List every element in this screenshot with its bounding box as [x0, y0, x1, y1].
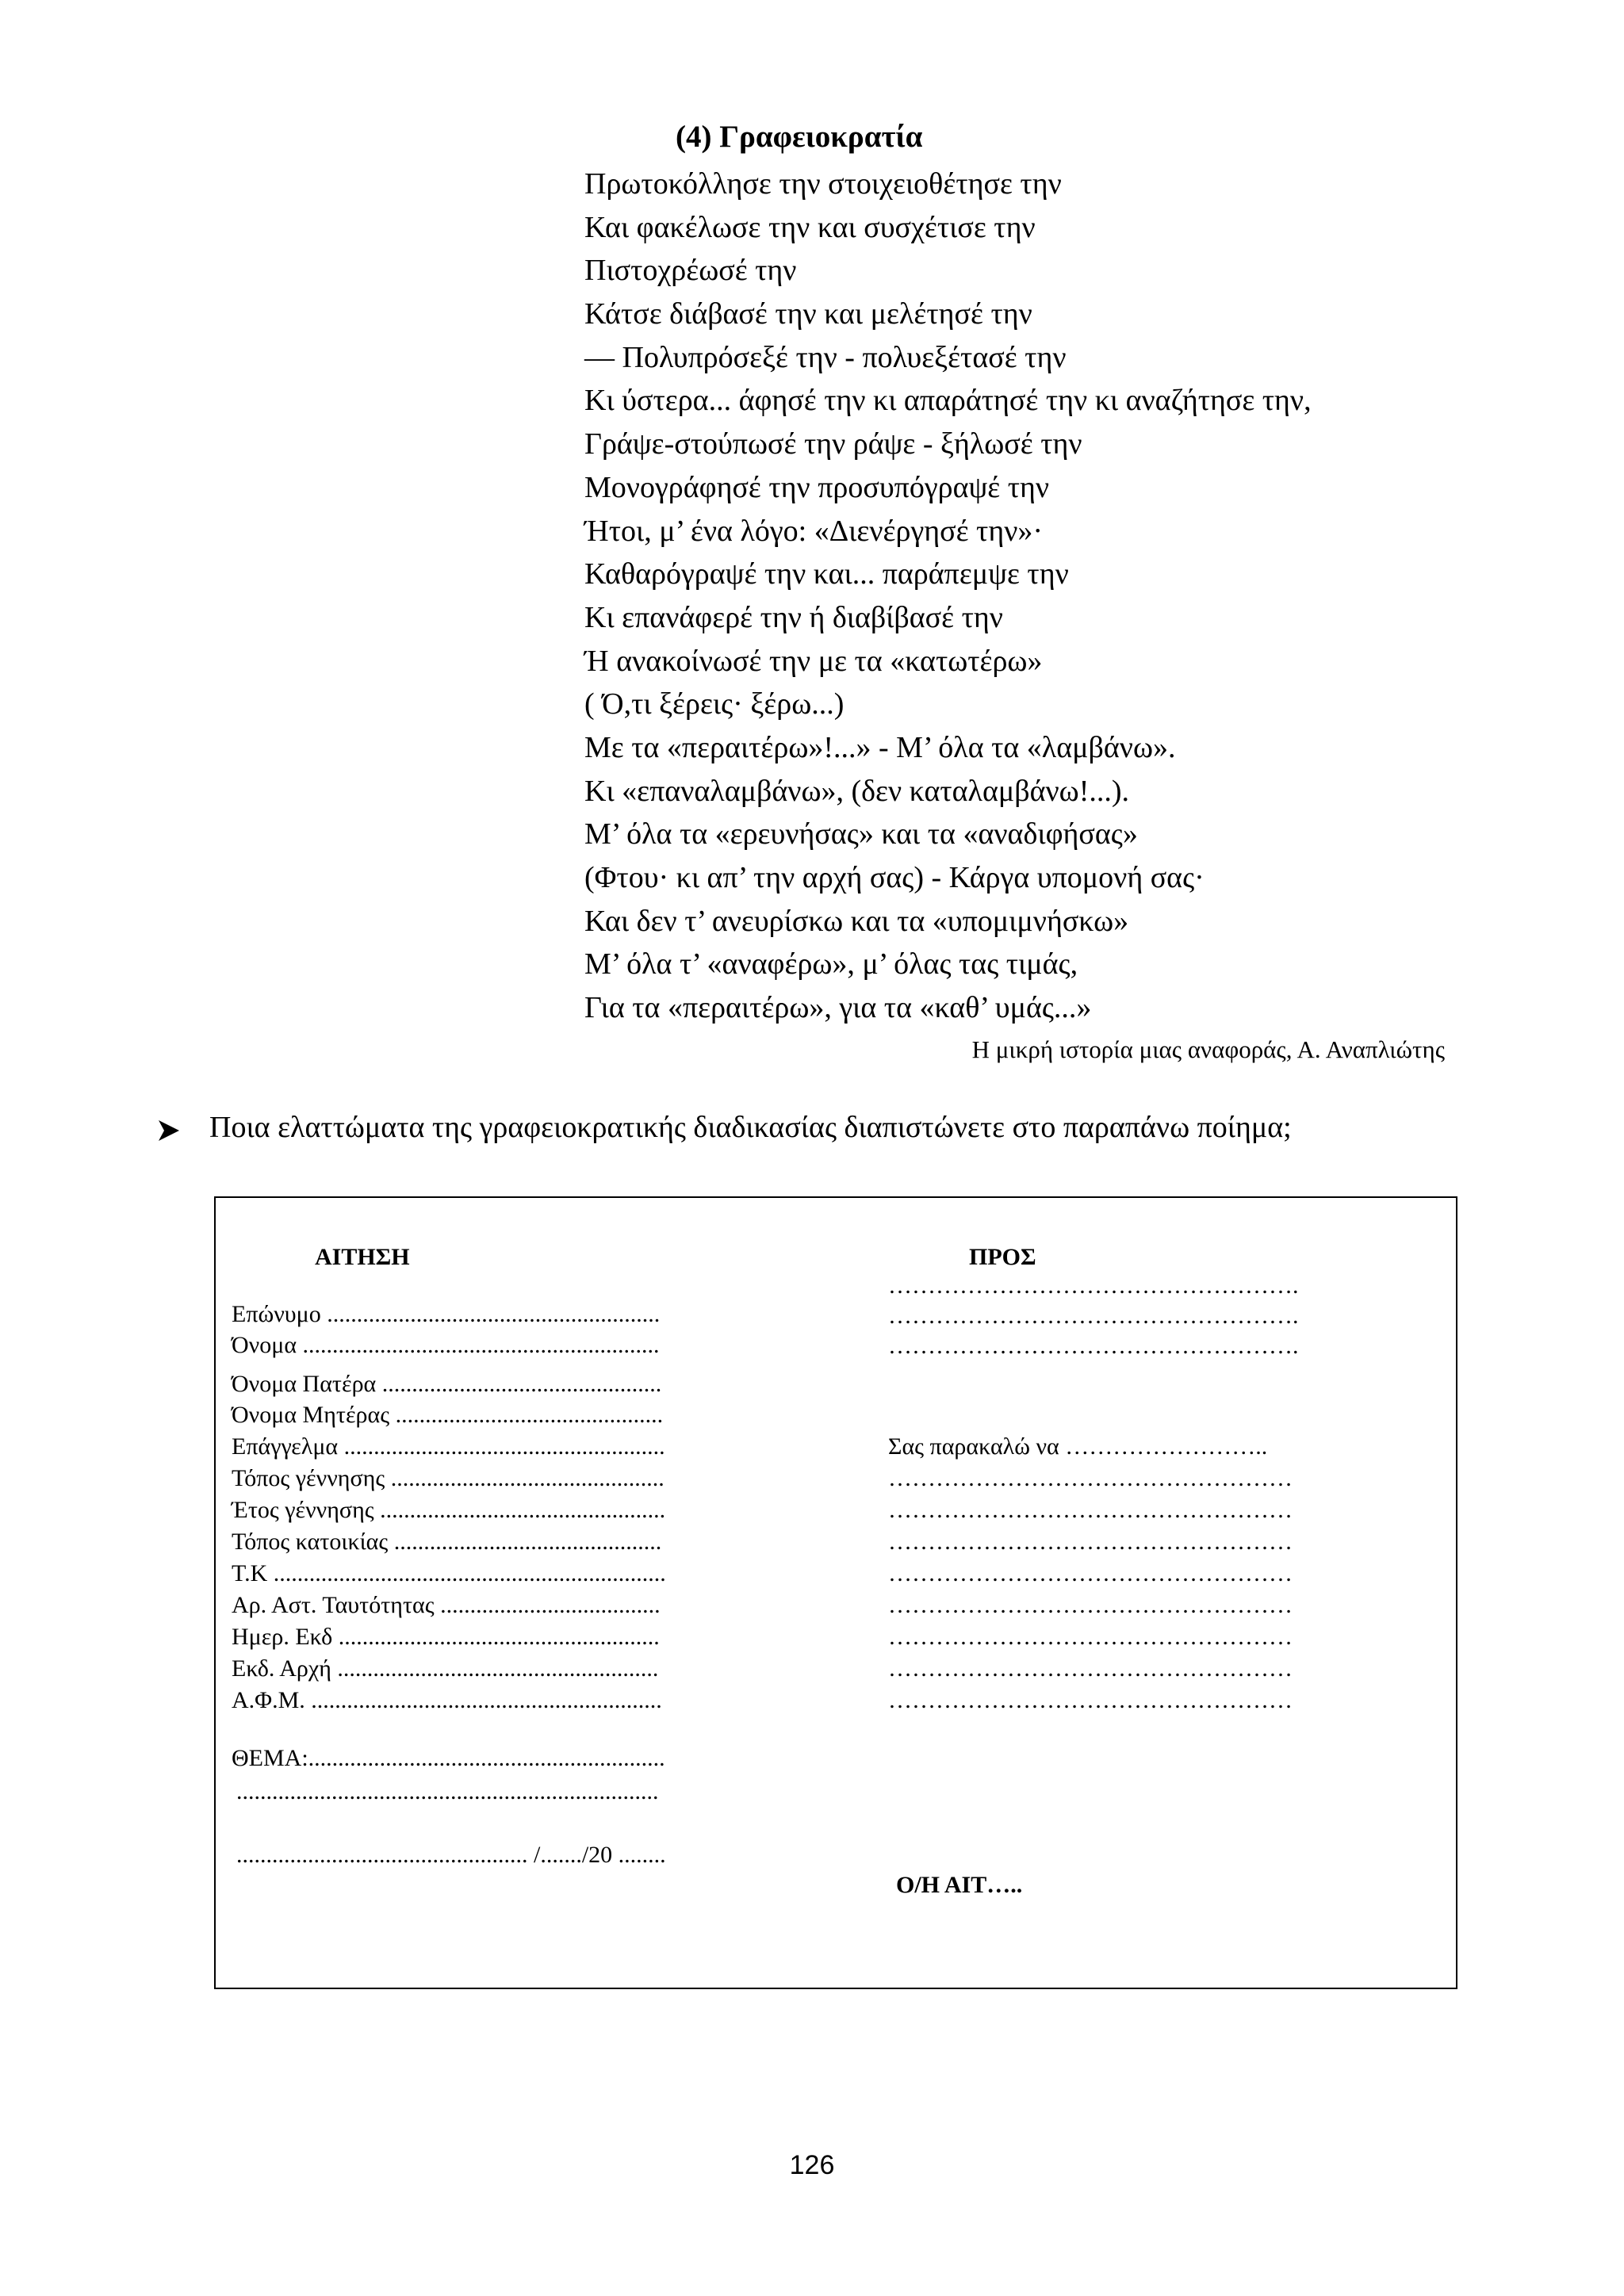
form-request-line[interactable]: …………………………………………… [888, 1529, 1293, 1555]
poem-line: Πιστοχρέωσέ την [584, 254, 797, 288]
poem-line: Μονογράφησέ την προσυπόγραψέ την [584, 470, 1050, 504]
question-text: Ποια ελαττώματα της γραφειοκρατικής διαδικασίας διαπιστώνετε στο παραπάνω ποίημα; [209, 1111, 1292, 1144]
form-field-tax-id[interactable]: Α.Φ.Μ. ........................................................... [232, 1687, 662, 1713]
form-field-surname[interactable]: Επώνυμο ........................................................ [232, 1301, 661, 1327]
poem-line: Μ’ όλα τα «ερευνήσας» και τα «αναδιφήσας» [584, 817, 1138, 851]
form-recipient-line[interactable]: ……………………………………………. [888, 1272, 1299, 1299]
poem-line: ( Ό,τι ξέρεις· ξέρω...) [584, 687, 845, 721]
form-field-residence[interactable]: Τόπος κατοικίας ............................................. [232, 1529, 662, 1555]
form-request-line[interactable]: …………………………………………… [888, 1465, 1293, 1491]
form-field-subject-continued[interactable]: ....................................................................... [236, 1778, 659, 1804]
poem-line: — Πολυπρόσεξέ την - πολυεξέτασέ την [584, 340, 1067, 374]
form-heading-application: ΑΙΤΗΣΗ [315, 1244, 410, 1270]
poem-line: Κι επανάφερέ την ή διαβίβασέ την [584, 600, 1003, 634]
poem-line: Και δεν τ’ ανευρίσκω και τα «υπομιμνήσκω» [584, 904, 1129, 938]
form-field-birthplace[interactable]: Τόπος γέννησης .............................................. [232, 1465, 665, 1491]
form-field-issuing-authority[interactable]: Εκδ. Αρχή ...................................................... [232, 1655, 659, 1682]
poem-attribution: Η μικρή ιστορία μιας αναφοράς, Α. Αναπλιώτης [971, 1035, 1445, 1063]
poem-line: Ήτοι, μ’ ένα λόγο: «Διενέργησέ την»· [584, 514, 1044, 548]
form-request-intro[interactable]: Σας παρακαλώ να …………………….. [888, 1433, 1268, 1460]
poem-line: Κι ύστερα... άφησέ την κι απαράτησέ την κι αναζήτησε την, [584, 384, 1312, 418]
form-signature: Ο/Η ΑΙΤ….. [896, 1872, 1023, 1898]
poem-line: Και φακέλωσε την και συσχέτισε την [584, 210, 1036, 244]
poem-body [584, 163, 1312, 1030]
arrowhead-bullet-icon [157, 1115, 181, 1139]
form-field-occupation[interactable]: Επάγγελμα ...................................................... [232, 1433, 665, 1460]
application-form [214, 1196, 1457, 1989]
page-number: 126 [789, 2150, 835, 2180]
form-field-name[interactable]: Όνομα ............................................................ [232, 1332, 660, 1358]
poem-line: Πρωτοκόλλησε την στοιχειοθέτησε την [584, 167, 1062, 201]
poem-line: Με τα «περαιτέρω»!...» - Μ’ όλα τα «λαμβάνω». [584, 730, 1176, 764]
poem-line: Ή ανακοίνωσέ την με τα «κατωτέρω» [584, 644, 1043, 678]
form-field-place-date[interactable]: ................................................. /......./20 ........ [236, 1842, 666, 1868]
form-field-id-number[interactable]: Αρ. Αστ. Ταυτότητας ..................................... [232, 1592, 661, 1618]
poem-line: (Φτου· κι απ’ την αρχή σας) - Κάργα υπομονή σας· [584, 861, 1205, 894]
form-field-mother-name[interactable]: Όνομα Μητέρας ............................................. [232, 1402, 664, 1428]
form-field-issue-date[interactable]: Ημερ. Εκδ ...................................................... [232, 1624, 660, 1650]
form-heading-to: ΠΡΟΣ [969, 1244, 1036, 1270]
form-request-line[interactable]: …………………………………………… [888, 1497, 1293, 1523]
poem-line: Κάτσε διάβασέ την και μελέτησέ την [584, 297, 1032, 331]
form-request-line[interactable]: …………………………………………… [888, 1592, 1293, 1618]
form-request-line[interactable]: …………………………………………… [888, 1624, 1293, 1650]
poem-line: Για τα «περαιτέρω», για τα «καθ’ υμάς...» [584, 991, 1092, 1025]
question [157, 1110, 1292, 1145]
form-field-postal-code[interactable]: Τ.Κ .................................................................. [232, 1560, 666, 1586]
form-recipient-line[interactable]: ……………………………………………. [888, 1333, 1299, 1359]
form-request-line[interactable]: …………………………………………… [888, 1687, 1293, 1713]
form-field-father-name[interactable]: Όνομα Πατέρα ............................................... [232, 1371, 662, 1397]
poem-title: (4) Γραφειοκρατία [676, 120, 923, 154]
poem-line: Κι «επαναλαμβάνω», (δεν καταλαμβάνω!...). [584, 774, 1130, 808]
poem-line: Μ’ όλα τ’ «αναφέρω», μ’ όλας τας τιμάς, [584, 947, 1078, 982]
poem-line: Καθαρόγραψέ την και... παράπεμψε την [584, 557, 1069, 591]
form-field-subject[interactable]: ΘΕΜΑ:............................................................ [232, 1745, 665, 1771]
form-field-birth-year[interactable]: Έτος γέννησης ................................................ [232, 1497, 666, 1523]
poem-line: Γράψε-στούπωσέ την ράψε - ξήλωσέ την [584, 427, 1082, 461]
form-recipient-line[interactable]: ……………………………………………. [888, 1303, 1299, 1329]
form-request-line[interactable]: …………………………………………… [888, 1560, 1293, 1586]
form-request-line[interactable]: …………………………………………… [888, 1655, 1293, 1682]
